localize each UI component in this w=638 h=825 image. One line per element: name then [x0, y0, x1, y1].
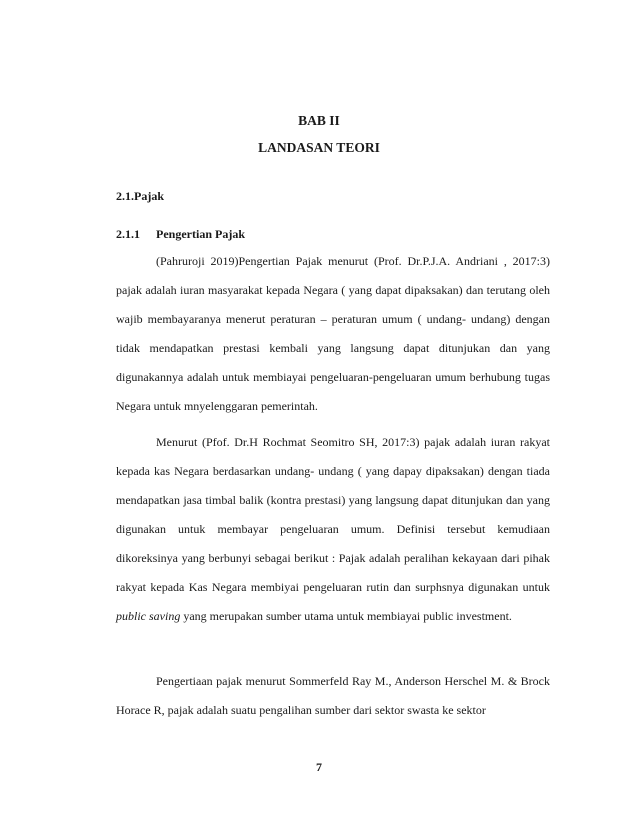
chapter-number: BAB II: [298, 113, 340, 128]
paragraph-3: Pengertiaan pajak menurut Sommerfeld Ray M., Anderson Herschel M. & Brock Horace R, pajak adalah suatu pengalihan sumber dari sektor swasta ke sektor: [116, 674, 550, 717]
paragraph-2-text-end: yang merupakan sumber utama untuk membiayai public investment.: [180, 609, 512, 623]
paragraph-2-text-start: Menurut (Pfof. Dr.H Rochmat Seomitro SH, 2017:3) pajak adalah iuran rakyat kepada kas Negara berdasarkan undang- undang ( yang dapay dipaksakan) dengan tiada mendapatkan jasa timbal balik (kontra prestasi) yang langsung dapat ditunjukan dan yang digunakan untuk membayar pengeluaran umum. Definisi tersebut kemudiaan dikoreksinya yang berbunyi sebagai berikut : Pajak adalah peralihan kekayaan dari pihak rakyat kepada Kas Negara membiyai pengeluaran rutin dan surphsnya digunakan untuk: [116, 435, 550, 594]
paragraph-2: [116, 428, 550, 631]
paragraph-2-italic-term: public saving: [116, 609, 181, 623]
paragraph-1: (Pahruroji 2019)Pengertian Pajak menurut (Prof. Dr.P.J.A. Andriani , 2017:3) pajak adalah iuran masyarakat kepada Negara ( yang dapat dipaksakan) dan terutang oleh wajib membayaranya menerut peraturan – peraturan umum ( undang- undang) dengan tidak mendapatkan prestasi kembali yang langsung dapat ditunjukan dan yang digunakannya adalah untuk membiayai pengeluaran-pengeluaran umum berhubung tugas Negara untuk mnyelenggaran pemerintah.: [116, 254, 550, 413]
subsection-number: 2.1.1: [116, 227, 140, 241]
subsection-title: Pengertian Pajak: [156, 227, 245, 241]
section-heading: 2.1.Pajak: [116, 189, 164, 203]
chapter-title: LANDASAN TEORI: [258, 140, 380, 155]
page-number: 7: [316, 760, 322, 774]
